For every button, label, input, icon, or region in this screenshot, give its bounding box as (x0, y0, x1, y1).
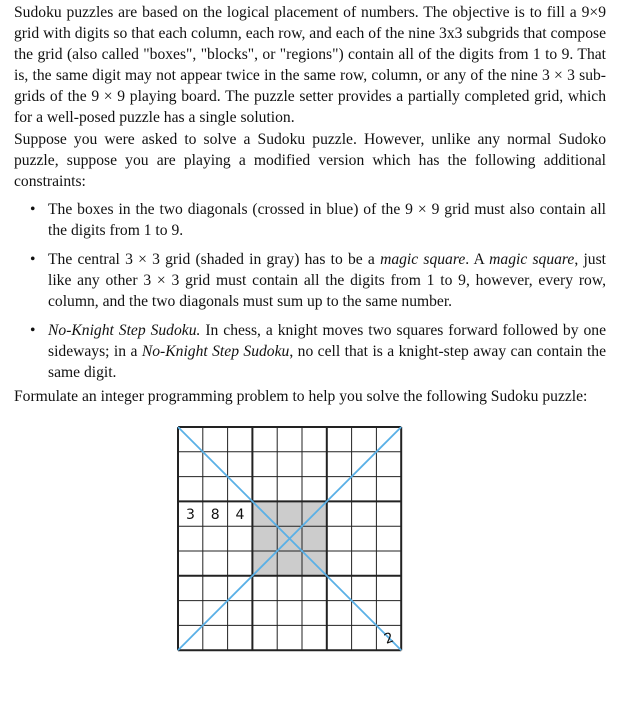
knight-text-post: , no cell that is a knight-step away can contain the same digit. (48, 343, 607, 381)
bullet-marker: • (30, 251, 36, 268)
given-digit: 3 (185, 506, 195, 523)
constraint-diagonals-text: The boxes in the two diagonals (crossed in blue) of the 9 × 9 grid must also contain all the digits from 1 to 9. (48, 201, 606, 239)
knight-text-mid: In chess, a knight moves two squares forward followed by one sideways; in a (48, 322, 606, 360)
given-digit: 2 (382, 629, 397, 648)
intro-paragraph: Sudoku puzzles are based on the logical placement of numbers. The objective is to fill a 9×9 grid with digits so that each column, each row, and each of the nine 3x3 subgrids that compose the grid (also called "boxes", "blocks", or "regions") contain all of the digits from 1 to 9. That is, the same digit may not appear twice in the same row, column, or any of the nine 3 × 3 sub-grids of the 9 × 9 playing board. The puzzle setter provides a partially completed grid, which for a well-posed puzzle has a single solution. (14, 4, 606, 126)
knight-term: No-Knight Step Sudoku. (48, 322, 201, 339)
magic-text-pre: The central 3 × 3 grid (shaded in gray) has to be a (48, 251, 381, 268)
given-digit: 8 (210, 506, 220, 523)
magic-term: magic square (489, 251, 575, 268)
bullet-marker: • (30, 322, 36, 339)
knight-term: No-Knight Step Sudoku (141, 343, 290, 360)
magic-text-mid: . A (465, 251, 490, 268)
magic-text-post: , just like any other 3 × 3 grid must contain all the digits from 1 to 9, however, every row, column, and the two diagonals must sum up to the same number. (48, 251, 606, 310)
given-digit: 4 (235, 506, 245, 523)
constraint-diagonals (26, 199, 606, 241)
constraint-no-knight (26, 320, 606, 383)
bullet-marker: • (30, 201, 36, 218)
constraint-magic-square (26, 249, 606, 312)
magic-term: magic square (380, 251, 466, 268)
formulate-paragraph: Formulate an integer programming problem to help you solve the following Sudoku puzzle: (14, 388, 588, 405)
suppose-paragraph: Suppose you were asked to solve a Sudoku puzzle. However, unlike any normal Sudoko puzzle, suppose you are playing a modified version which has the following additional constraints: (14, 131, 606, 190)
sudoku-grid (176, 425, 404, 653)
constraints-list (26, 199, 606, 391)
